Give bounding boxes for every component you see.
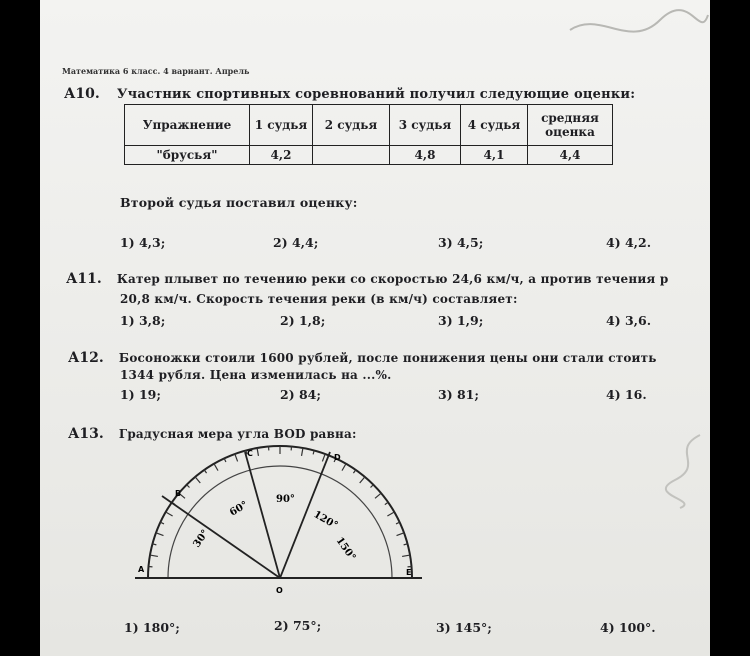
protractor-tick [396, 522, 400, 524]
point-label-D: D [334, 453, 341, 462]
answer-option: 3) 1,9; [438, 313, 484, 328]
table-header-cell: средняя оценка [528, 105, 613, 146]
question-text: Градусная мера угла BOD равна: [118, 427, 357, 441]
answer-option: 3) 4,5; [438, 235, 484, 250]
protractor-tick [322, 454, 325, 462]
question-number: А13. [68, 426, 104, 442]
point-label-B: B [175, 489, 182, 498]
protractor-tick [371, 485, 374, 488]
answer-option: 2) 4,4; [273, 235, 319, 250]
question-text: Босоножки стоили 1600 рублей, после понижения цены они стали стоить [118, 351, 657, 365]
answer-option: 2) 1,8; [280, 313, 326, 328]
table-cell: 4,1 [461, 146, 528, 165]
point-label-A: A [138, 565, 145, 574]
table-cell: 4,8 [390, 146, 461, 165]
answer-option: 2) 75°; [274, 618, 322, 633]
protractor-tick [360, 477, 365, 483]
protractor-tick [353, 470, 355, 473]
protractor-tick [156, 533, 164, 536]
question-number: А10. [64, 86, 100, 102]
answer-option: 1) 180°; [124, 620, 180, 635]
protractor-tick [375, 493, 381, 498]
point-label-C: C [247, 449, 253, 458]
answer-option: 4) 4,2. [606, 235, 652, 250]
question-text: Катер плывет по течению реки со скоростью 24,6 км/ч, а против течения р [116, 272, 669, 286]
protractor-inner-arc [168, 466, 392, 578]
question-number: А12. [68, 350, 104, 366]
scale-mark-60: 60° [228, 499, 250, 519]
scale-mark-90: 90° [276, 494, 295, 505]
table-header-cell: 4 судья [461, 105, 528, 146]
question-text-continued: 1344 рубля. Цена изменилась на ...%. [120, 368, 392, 382]
table-cell: "брусья" [125, 146, 250, 165]
protractor-tick [150, 555, 158, 556]
scale-mark-30: 30° [191, 527, 212, 550]
answer-option: 1) 3,8; [120, 313, 166, 328]
ray-OB [162, 496, 280, 578]
answer-option: 4) 3,6. [606, 313, 652, 328]
protractor-diagram [40, 0, 710, 656]
scale-mark-150: 150° [333, 535, 358, 563]
protractor-tick [302, 448, 303, 456]
table-cell: 4,4 [528, 146, 613, 165]
pencil-scribble-side [660, 430, 710, 510]
ray-OC [245, 452, 280, 578]
answer-option: 1) 4,3; [120, 235, 166, 250]
protractor-tick [397, 533, 405, 536]
protractor-tick [195, 477, 200, 483]
protractor-tick [385, 502, 388, 504]
table-header-cell: 3 судья [390, 105, 461, 146]
answer-option: 3) 81; [438, 387, 479, 402]
point-label-O: O [276, 586, 283, 595]
protractor-tick [214, 464, 218, 471]
protractor-tick [166, 512, 173, 516]
question-number: А11. [66, 271, 102, 287]
protractor-tick [342, 464, 346, 471]
point-label-E: E [406, 568, 412, 577]
table-header-cell: 1 судья [250, 105, 313, 146]
answer-option: 1) 19; [120, 387, 161, 402]
question-text: Участник спортивных соревнований получил следующие оценки: [116, 87, 636, 102]
protractor-tick [224, 458, 226, 462]
answer-option: 4) 100°. [600, 620, 656, 635]
protractor-tick [257, 448, 258, 456]
scale-mark-120: 120° [311, 509, 340, 532]
table-cell: 4,2 [250, 146, 313, 165]
table-header-cell: 2 судья [313, 105, 390, 146]
protractor-tick [160, 522, 164, 524]
table-header-cell: Упражнение [125, 105, 250, 146]
question-prompt: Второй судья поставил оценку: [120, 195, 358, 210]
answer-option: 4) 16. [606, 387, 647, 402]
question-text-continued: 20,8 км/ч. Скорость течения реки (в км/ч) составляет: [120, 292, 518, 306]
protractor-tick [187, 485, 190, 488]
answer-option: 3) 145°; [436, 620, 492, 635]
protractor-tick [387, 512, 394, 516]
protractor-tick [204, 470, 206, 473]
protractor-tick [402, 555, 410, 556]
worksheet-page [40, 0, 710, 656]
worksheet-header: Математика 6 класс. 4 вариант. Апрель [62, 66, 250, 76]
answer-option: 2) 84; [280, 387, 321, 402]
protractor-tick [235, 454, 238, 462]
pencil-scribble-top [560, 0, 710, 60]
